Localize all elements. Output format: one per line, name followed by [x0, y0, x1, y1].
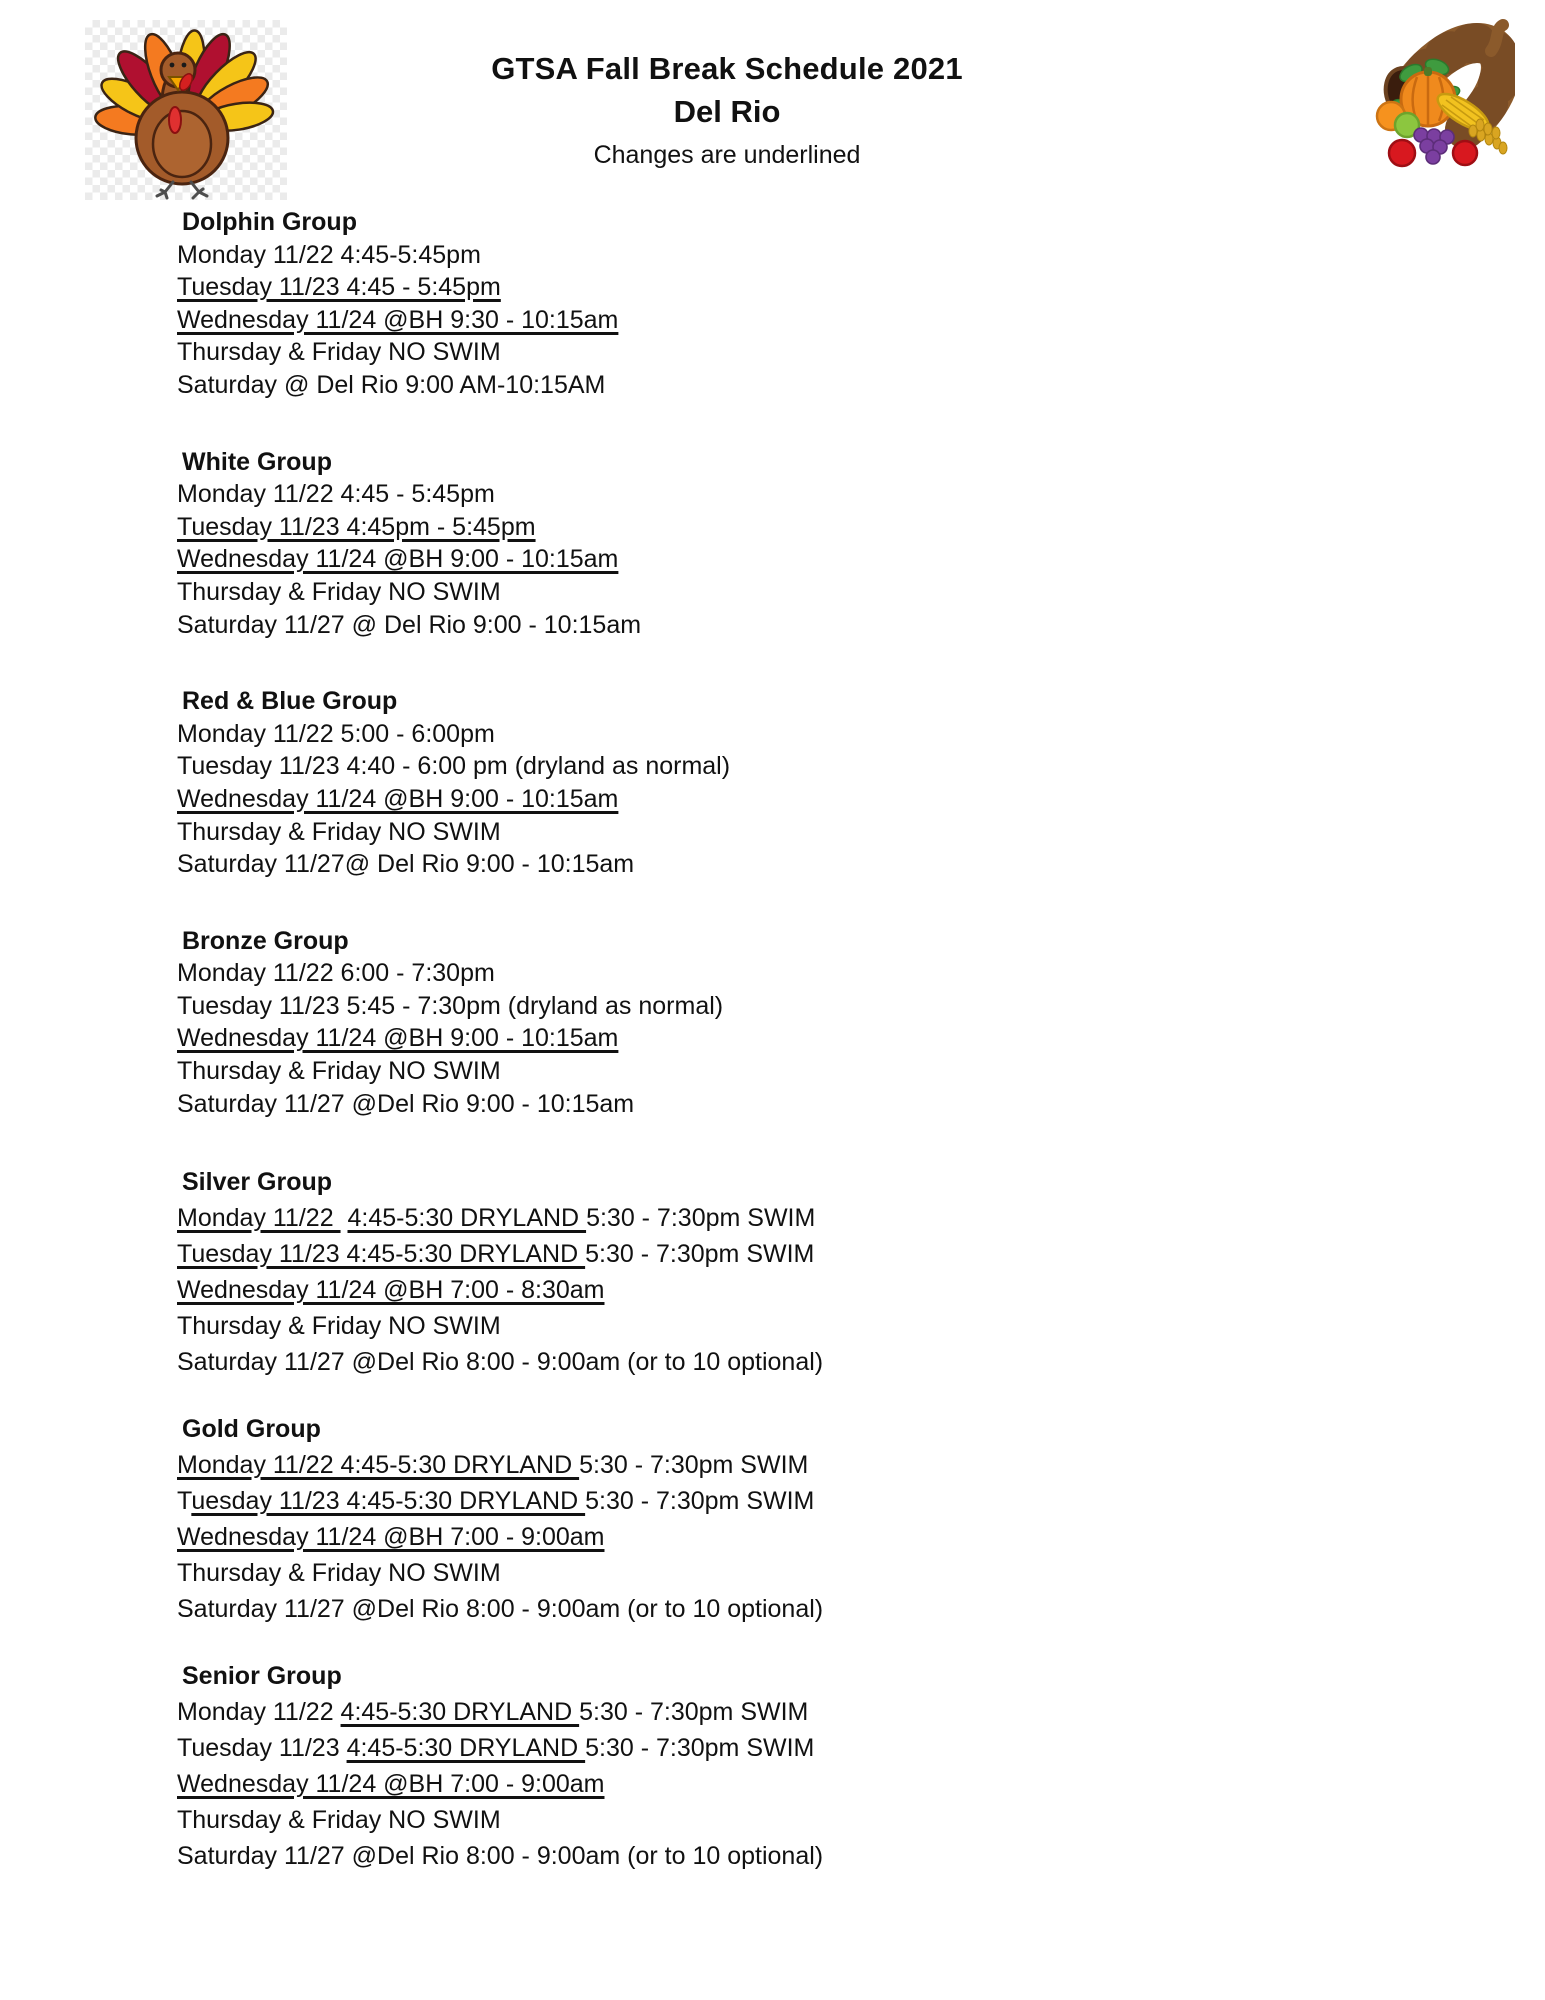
schedule-line [177, 1272, 1477, 1308]
schedule-line [177, 1088, 1477, 1121]
changes-note: Changes are underlined [593, 141, 861, 169]
schedule-line [177, 1200, 1477, 1236]
schedule-line [177, 336, 1477, 369]
schedule-group [177, 1164, 1477, 1380]
group-heading: Bronze Group [182, 926, 349, 955]
schedule-text: 5:30 - 7:30pm SWIM [585, 1487, 815, 1516]
schedule-line [177, 957, 1477, 990]
schedule-text: Thursday & Friday NO SWIM [177, 338, 501, 367]
schedule-line [177, 783, 1477, 816]
changed-schedule-text: Tuesday 11/23 4:45pm - 5:45pm [177, 512, 536, 541]
schedule-content [177, 206, 1477, 1905]
schedule-line [177, 718, 1477, 751]
schedule-text: Monday 11/22 6:00 - 7:30pm [177, 959, 495, 988]
changed-schedule-text: Tuesday 11/23 4:45-5:30 DRYLAND [177, 1240, 586, 1269]
schedule-line [177, 576, 1477, 609]
schedule-group [177, 1658, 1477, 1874]
schedule-line [177, 478, 1477, 511]
group-heading: Red & Blue Group [182, 687, 398, 716]
schedule-line [177, 1802, 1477, 1838]
schedule-line [177, 304, 1477, 337]
schedule-text: T [177, 1487, 192, 1516]
schedule-line [177, 271, 1477, 304]
schedule-line [177, 1838, 1477, 1874]
schedule-text: Saturday 11/27 @Del Rio 8:00 - 9:00am (or to 10 optional) [177, 1348, 824, 1377]
schedule-text: 5:30 - 7:30pm SWIM [585, 1734, 815, 1763]
schedule-text: 5:30 - 7:30pm SWIM [579, 1698, 809, 1727]
schedule-line [177, 990, 1477, 1023]
schedule-group [177, 1411, 1477, 1627]
group-heading: Gold Group [182, 1415, 321, 1444]
group-heading: White Group [182, 447, 332, 476]
changed-schedule-text: Wednesday 11/24 @BH 7:00 - 9:00am [177, 1523, 605, 1552]
schedule-line [177, 1591, 1477, 1627]
schedule-line [177, 239, 1477, 272]
page-subtitle: Del Rio [673, 94, 781, 129]
schedule-group [177, 446, 1477, 642]
changed-schedule-text: uesday 11/23 4:45-5:30 DRYLAND [191, 1487, 586, 1516]
schedule-text: Thursday & Friday NO SWIM [177, 1806, 501, 1835]
changed-schedule-text: Wednesday 11/24 @BH 9:00 - 10:15am [177, 545, 619, 574]
schedule-line [177, 1447, 1477, 1483]
group-heading: Silver Group [182, 1168, 333, 1197]
schedule-line [177, 816, 1477, 849]
changed-schedule-text: Wednesday 11/24 @BH 9:00 - 10:15am [177, 1024, 619, 1053]
schedule-text: Thursday & Friday NO SWIM [177, 1057, 501, 1086]
schedule-line [177, 1766, 1477, 1802]
schedule-line [177, 511, 1477, 544]
schedule-line [177, 1730, 1477, 1766]
schedule-group [177, 685, 1477, 881]
schedule-line [177, 1555, 1477, 1591]
schedule-text: Saturday 11/27 @Del Rio 8:00 - 9:00am (or to 10 optional) [177, 1842, 824, 1871]
schedule-line [177, 1308, 1477, 1344]
changed-schedule-text: Wednesday 11/24 @BH 9:00 - 10:15am [177, 784, 619, 813]
group-heading: Senior Group [182, 1662, 342, 1691]
changed-schedule-text: 4:45-5:30 DRYLAND [346, 1734, 586, 1763]
schedule-line [177, 609, 1477, 642]
schedule-text: Saturday 11/27 @Del Rio 8:00 - 9:00am (or to 10 optional) [177, 1595, 824, 1624]
document-header [0, 0, 1454, 170]
schedule-line [177, 1055, 1477, 1088]
schedule-text: Monday 11/22 4:45 - 5:45pm [177, 480, 495, 509]
page-title: GTSA Fall Break Schedule 2021 [491, 51, 963, 86]
schedule-line [177, 1483, 1477, 1519]
schedule-text: Saturday 11/27 @ Del Rio 9:00 - 10:15am [177, 610, 642, 639]
changed-schedule-text: Wednesday 11/24 @BH 7:00 - 8:30am [177, 1276, 605, 1305]
schedule-text: Tuesday 11/23 5:45 - 7:30pm (dryland as normal) [177, 991, 724, 1020]
schedule-text: 5:30 - 7:30pm SWIM [585, 1240, 815, 1269]
schedule-text: Thursday & Friday NO SWIM [177, 1559, 501, 1588]
schedule-text: Tuesday 11/23 [177, 1734, 347, 1763]
schedule-line [177, 848, 1477, 881]
schedule-text: Saturday 11/27@ Del Rio 9:00 - 10:15am [177, 850, 635, 879]
schedule-group [177, 206, 1477, 402]
schedule-text: Thursday & Friday NO SWIM [177, 1312, 501, 1341]
schedule-text: Saturday @ Del Rio 9:00 AM-10:15AM [177, 370, 606, 399]
schedule-line [177, 1519, 1477, 1555]
schedule-text: Saturday 11/27 @Del Rio 9:00 - 10:15am [177, 1089, 635, 1118]
schedule-text: Monday 11/22 4:45-5:45pm [177, 240, 481, 269]
changed-schedule-text: Wednesday 11/24 @BH 7:00 - 9:00am [177, 1770, 605, 1799]
schedule-text: Monday 11/22 5:00 - 6:00pm [177, 719, 495, 748]
schedule-text: Thursday & Friday NO SWIM [177, 577, 501, 606]
schedule-line [177, 750, 1477, 783]
schedule-line [177, 1344, 1477, 1380]
schedule-text: 5:30 - 7:30pm SWIM [579, 1451, 809, 1480]
changed-schedule-text: Tuesday 11/23 4:45 - 5:45pm [177, 273, 501, 302]
changed-schedule-text: 4:45-5:30 DRYLAND [340, 1698, 580, 1727]
schedule-line [177, 369, 1477, 402]
schedule-text [341, 1204, 348, 1232]
changed-schedule-text: Monday 11/22 [177, 1204, 341, 1233]
schedule-text: 5:30 - 7:30pm SWIM [586, 1204, 816, 1233]
schedule-text: Monday 11/22 [177, 1698, 341, 1727]
schedule-line [177, 1022, 1477, 1055]
changed-schedule-text: Wednesday 11/24 @BH 9:30 - 10:15am [177, 305, 619, 334]
schedule-line [177, 1694, 1477, 1730]
schedule-line [177, 1236, 1477, 1272]
changed-schedule-text: 4:45-5:30 DRYLAND [347, 1204, 587, 1233]
schedule-text: Tuesday 11/23 4:40 - 6:00 pm (dryland as normal) [177, 752, 731, 781]
schedule-line [177, 543, 1477, 576]
changed-schedule-text: Monday 11/22 4:45-5:30 DRYLAND [177, 1451, 580, 1480]
schedule-group [177, 925, 1477, 1121]
schedule-text: Thursday & Friday NO SWIM [177, 817, 501, 846]
group-heading: Dolphin Group [182, 208, 357, 236]
